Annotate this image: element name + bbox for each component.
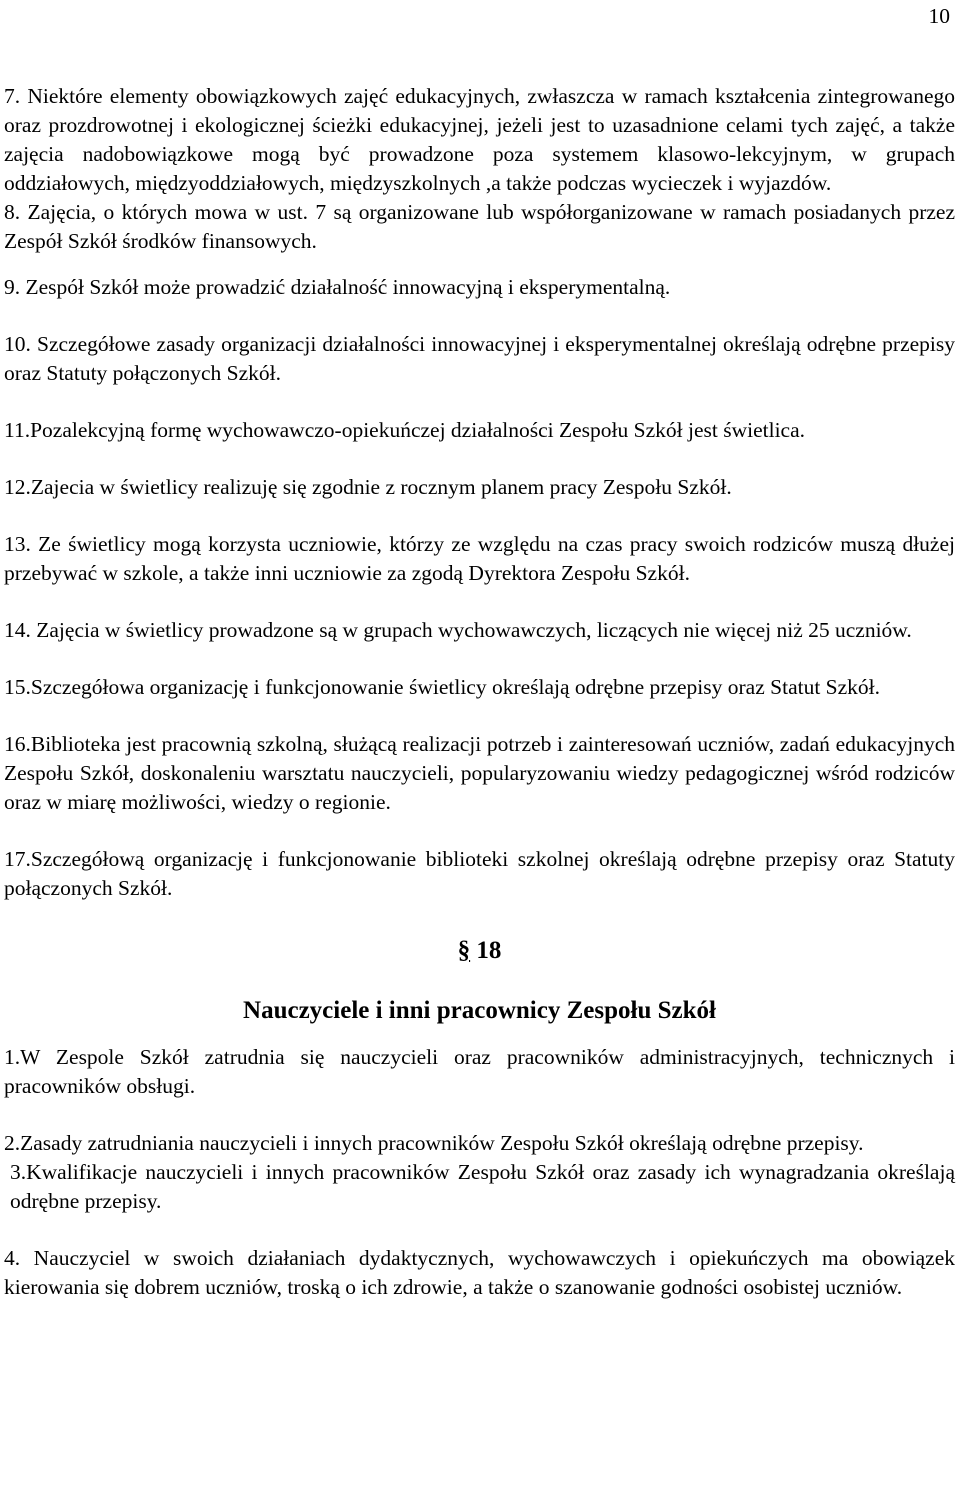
section-number: 18 [476, 937, 502, 964]
paragraph-13: 13. Ze świetlicy mogą korzysta uczniowie, którzy ze względu na czas pracy swoich rodziców muszą dłużej przebywać w szkole, a także inni uczniowie za zgodą Dyrektora Zespołu Szkół. [4, 532, 955, 585]
paragraph-16: 16.Biblioteka jest pracownią szkolną, służącą realizacji potrzeb i zainteresowań uczniów, zadań edukacyjnych Zespołu Szkół, doskonaleniu warsztatu nauczycieli, popularyzowaniu wiedzy pedagogicznej wśród rodziców oraz w miarę możliwości, wiedzy o regionie. [4, 732, 955, 814]
paragraph-8: 8. Zajęcia, o których mowa w ust. 7 są organizowane lub współorganizowane w ramach posiadanych przez Zespół Szkół środków finansowych. [4, 200, 955, 253]
paragraph-11: 11.Pozalekcyjną formę wychowawczo-opiekuńczej działalności Zespołu Szkół jest świetlica. [4, 418, 806, 442]
paragraph-12: 12.Zajecia w świetlicy realizuję się zgodnie z rocznym planem pracy Zespołu Szkół. [4, 475, 732, 499]
section-title: Nauczyciele i inni pracownicy Zespołu Szkół [243, 997, 716, 1024]
paragraph-14: 14. Zajęcia w świetlicy prowadzone są w grupach wychowawczych, liczących nie więcej niż 25 uczniów. [4, 618, 912, 642]
paragraph-s18-1: 1.W Zespole Szkół zatrudnia się nauczycieli oraz pracowników administracyjnych, technicznych i pracowników obsługi. [4, 1045, 955, 1098]
paragraph-10: 10. Szczegółowe zasady organizacji działalności innowacyjnej i eksperymentalnej określają odrębne przepisy oraz Statuty połączonych Szkół. [4, 332, 955, 385]
paragraph-s18-2: 2.Zasady zatrudniania nauczycieli i innych pracowników Zespołu Szkół określają odrębne przepisy. [4, 1131, 864, 1155]
paragraph-15: 15.Szczegółowa organizację i funkcjonowanie świetlicy określają odrębne przepisy oraz Statut Szkół. [4, 675, 881, 699]
paragraph-9: 9. Zespół Szkół może prowadzić działalność innowacyjną i eksperymentalną. [4, 275, 671, 299]
paragraph-s18-4: 4. Nauczyciel w swoich działaniach dydaktycznych, wychowawczych i opiekuńczych ma obowiązek kierowania się dobrem uczniów, troską o ich zdrowie, a także o szanowanie godności osobistej uczniów. [4, 1246, 955, 1299]
paragraph-7: 7. Niektóre elementy obowiązkowych zajęć edukacyjnych, zwłaszcza w ramach kształcenia zintegrowanego oraz prozdrowotnej i ekologicznej ścieżki edukacyjnej, jeżeli jest to uzasadnione celami tych zajęć, a także zajęcia nadobowiązkowe mogą być prowadzone poza systemem klasowo-lekcyjnym, w grupach oddziałowych, międzyoddziałowych, międzyszkolnych ,a także podczas wycieczek i wyjazdów. [4, 84, 955, 195]
section-symbol: § [457, 937, 471, 964]
section-heading [4, 935, 955, 967]
paragraph-17: 17.Szczegółową organizację i funkcjonowanie biblioteki szkolnej określają odrębne przepisy oraz Statuty połączonych Szkół. [4, 847, 955, 900]
paragraph-s18-3: 3.Kwalifikacje nauczycieli i innych pracowników Zespołu Szkół oraz zasady ich wynagradzania określają odrębne przepisy. [10, 1160, 955, 1213]
document-body [4, 82, 955, 1302]
page-number: 10 [928, 4, 950, 28]
